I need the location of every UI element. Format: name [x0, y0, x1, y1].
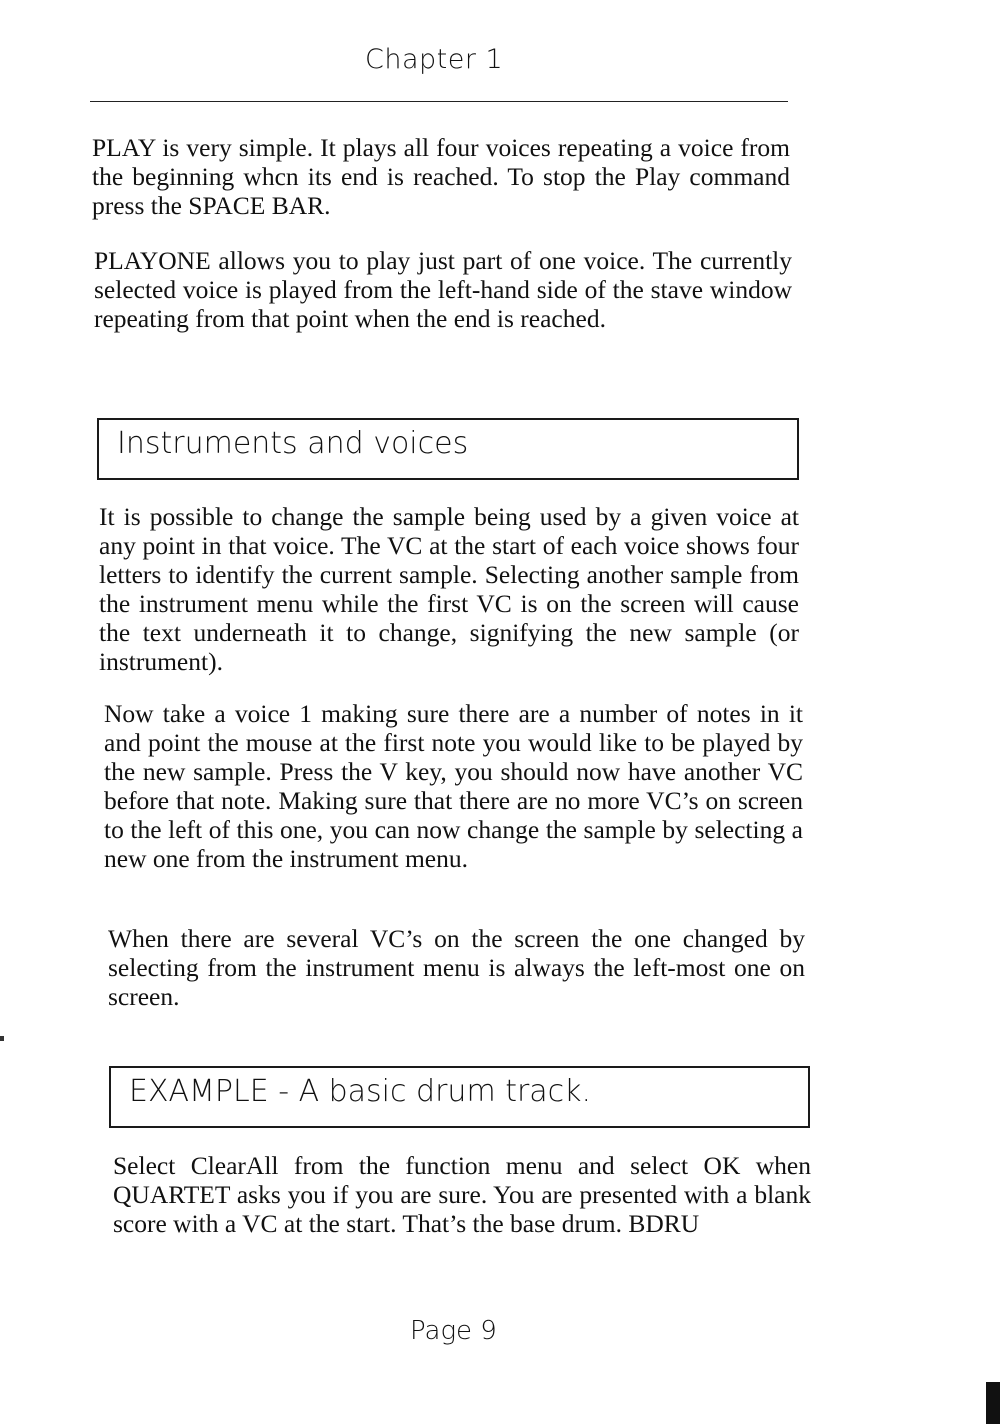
- paragraph-clearall: Select ClearAll from the function menu and select OK when QUARTET asks you if you are sure. You are presented with a blank score with a VC at the start. That’s the base drum. BDRU: [113, 1151, 811, 1238]
- page-number: Page 9: [410, 1316, 497, 1346]
- scan-edge-mark: [986, 1382, 1000, 1424]
- section-heading-box-example: [109, 1066, 810, 1128]
- paragraph-voice1: Now take a voice 1 making sure there are a number of notes in it and point the mouse at the first note you would like to be played by the new sample. Press the V key, you should now have another VC before that note. Making sure that there are no more VC’s on screen to the left of this one, you can now change the sample by selecting a new one from the instrument menu.: [104, 699, 803, 873]
- chapter-heading: Chapter 1: [365, 44, 504, 75]
- header-divider: [90, 101, 788, 102]
- paragraph-playone: PLAYONE allows you to play just part of one voice. The currently selected voice is played from the left-hand side of the stave window repeating from that point when the end is reached.: [94, 246, 792, 333]
- scan-speck: [0, 1036, 4, 1041]
- paragraph-change-sample: It is possible to change the sample being used by a given voice at any point in that voice. The VC at the start of each voice shows four letters to identify the current sample. Selecting another sample from the instrument menu while the first VC is on the screen will cause the text underneath it to change, signifying the new sample (or instrument).: [99, 502, 799, 676]
- section-heading-box-instruments: [97, 418, 799, 480]
- section-heading-instruments: Instruments and voices: [117, 426, 469, 461]
- paragraph-play: PLAY is very simple. It plays all four voices repeating a voice from the beginning whcn its end is reached. To stop the Play command press the SPACE BAR.: [92, 133, 790, 220]
- section-heading-example: EXAMPLE - A basic drum track.: [129, 1074, 592, 1109]
- paragraph-several-vcs: When there are several VC’s on the screen the one changed by selecting from the instrument menu is always the left-most one on screen.: [108, 924, 805, 1011]
